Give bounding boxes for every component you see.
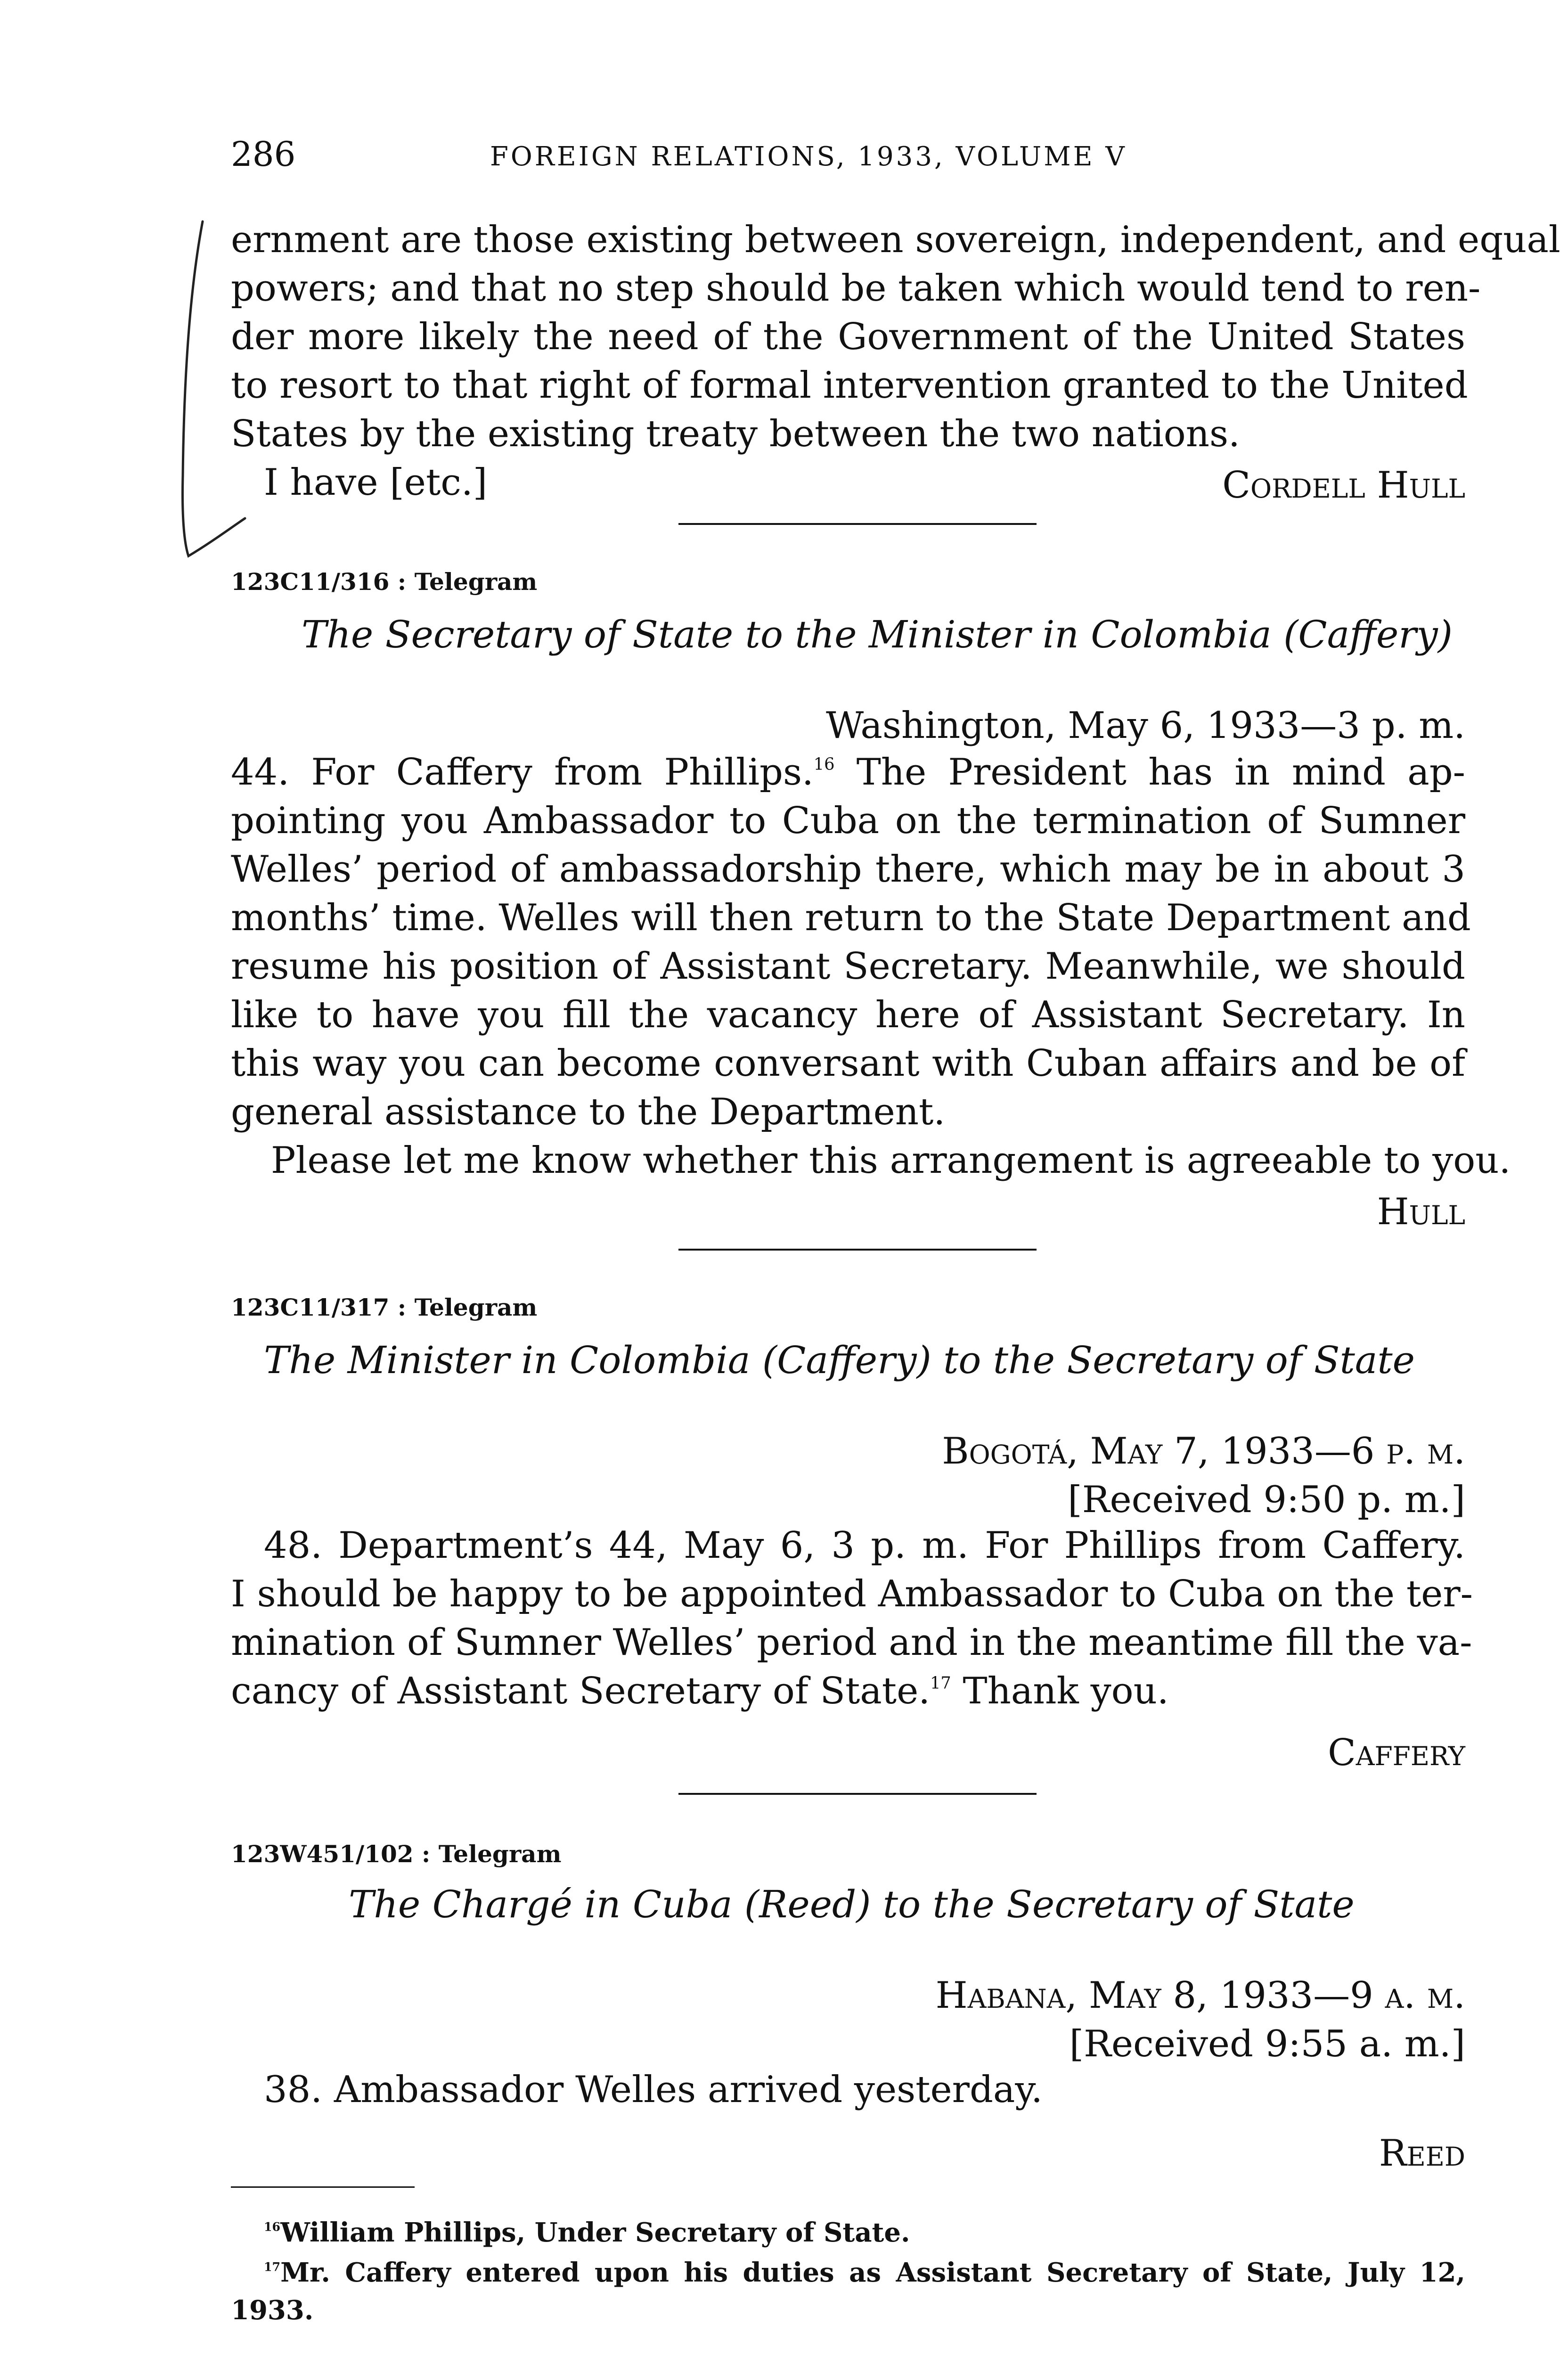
text-line: Welles’ period of ambassadorship there, which may be in about 3 — [231, 848, 1465, 891]
closing-line: I have [etc.] — [264, 461, 488, 504]
section-rule — [678, 523, 1037, 525]
footnote — [264, 2259, 1465, 2286]
text-line: Please let me know whether this arrangement is agreeable to you. — [271, 1139, 1511, 1182]
text-line: I should be happy to be appointed Ambassador to Cuba on the ter- — [231, 1573, 1473, 1615]
footnote-ref: 16 — [813, 754, 835, 774]
text-line: mination of Sumner Welles’ period and in the meantime fill the va- — [231, 1621, 1472, 1664]
text-line: 38. Ambassador Welles arrived yesterday. — [264, 2069, 1043, 2111]
text-span: cancy of Assistant Secretary of State. — [231, 1670, 931, 1712]
text-line: powers; and that no step should be taken which would tend to ren- — [231, 267, 1481, 310]
text-line: to resort to that right of formal intervention granted to the United — [231, 364, 1468, 407]
footnote-ref: 17 — [930, 1673, 951, 1693]
received-line: [Received 9:50 p. m.] — [1068, 1479, 1465, 1521]
text-line: ernment are those existing between sovereign, independent, and equal — [231, 219, 1560, 261]
dateline — [826, 704, 1465, 747]
text-line: like to have you fill the vacancy here of Assistant Secretary. In — [231, 994, 1465, 1036]
text-line: general assistance to the Department. — [231, 1091, 946, 1133]
text-line: der more likely the need of the Government of the United States — [231, 316, 1465, 358]
page-number: 286 — [231, 134, 296, 174]
signature: Caffery — [1328, 1732, 1465, 1774]
footnote-continuation: 1933. — [231, 2295, 314, 2326]
footnote-mark: 17 — [264, 2259, 281, 2274]
signature: Cordell Hull — [1222, 464, 1465, 507]
file-number: 123C11/316 : Telegram — [231, 568, 538, 596]
received-line: [Received 9:55 a. m.] — [1069, 2023, 1465, 2065]
document-title: The Chargé in Cuba (Reed) to the Secretary of State — [349, 1882, 1355, 1926]
signature: Reed — [1379, 2132, 1465, 2175]
text-line: States by the existing treaty between the two nations. — [231, 413, 1240, 455]
document-title: The Secretary of State to the Minister in Colombia (Caffery) — [302, 613, 1453, 656]
dateline-text: Washington, May 6, 1933—3 p. m. — [825, 704, 1465, 747]
text-span: Thank you. — [951, 1670, 1169, 1712]
text-line — [231, 1670, 1169, 1712]
text-line: this way you can become conversant with Cuban affairs and be of — [231, 1042, 1465, 1085]
signature: Hull — [1377, 1191, 1465, 1233]
dateline: Habana, May 8, 1933—9 a. m. — [935, 1974, 1465, 2017]
footnote-rule — [231, 2186, 415, 2188]
running-title: FOREIGN RELATIONS, 1933, VOLUME V — [490, 141, 1127, 172]
footnote-mark: 16 — [264, 2219, 281, 2234]
section-rule — [678, 1793, 1037, 1795]
footnote — [264, 2219, 910, 2246]
document-title: The Minister in Colombia (Caffery) to the Secretary of State — [264, 1338, 1415, 1382]
text-span: The President has in mind ap- — [834, 751, 1465, 794]
text-line — [231, 751, 1465, 794]
text-line: 48. Department’s 44, May 6, 3 p. m. For Phillips from Caffery. — [264, 1524, 1465, 1567]
text-line: resume his position of Assistant Secretary. Meanwhile, we should — [231, 945, 1465, 988]
text-line: pointing you Ambassador to Cuba on the termination of Sumner — [231, 800, 1465, 842]
footnote-text: Mr. Caffery entered upon his duties as Assistant Secretary of State, July 12, — [280, 2257, 1465, 2288]
file-number: 123W451/102 : Telegram — [231, 1840, 562, 1868]
section-rule — [678, 1249, 1037, 1251]
text-line: months’ time. Welles will then return to the State Department and — [231, 897, 1471, 939]
footnote-text: William Phillips, Under Secretary of State. — [280, 2217, 910, 2248]
dateline: Bogotá, May 7, 1933—6 p. m. — [942, 1430, 1465, 1472]
file-number: 123C11/317 : Telegram — [231, 1293, 538, 1321]
text-span: 44. For Caffery from Phillips. — [231, 751, 814, 794]
